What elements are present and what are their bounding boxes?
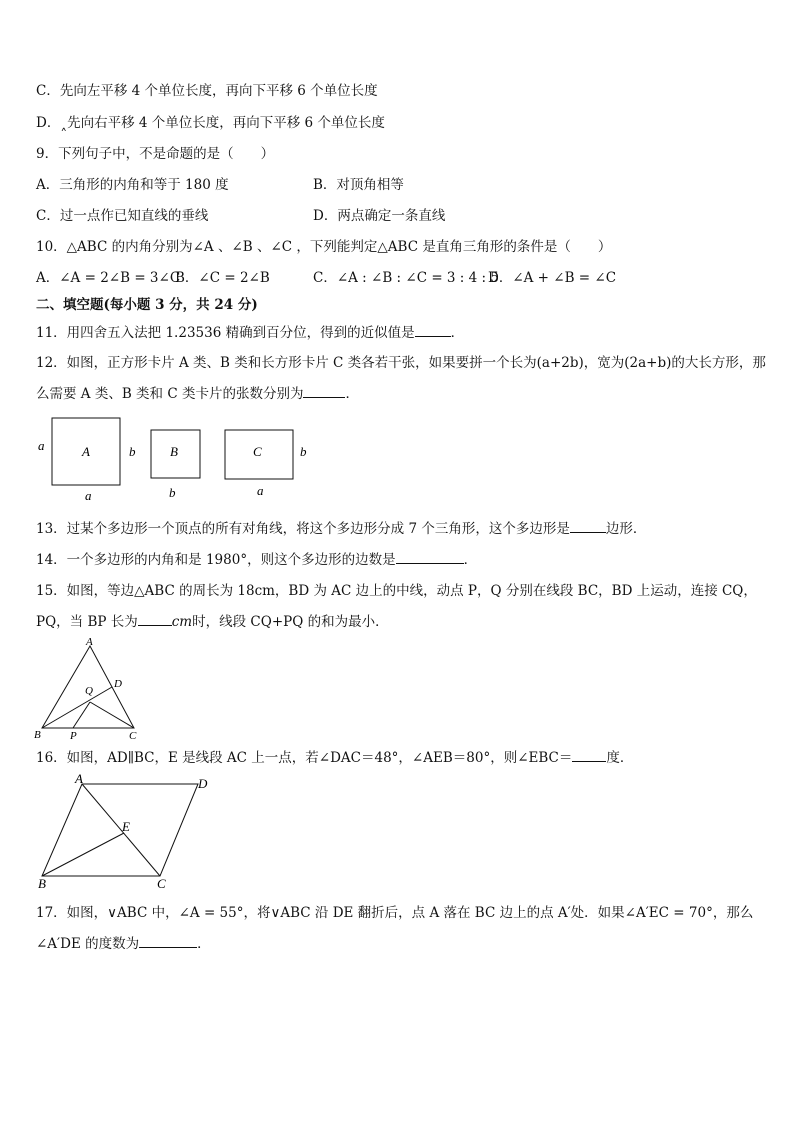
label-e: E bbox=[122, 819, 130, 834]
label-q: Q bbox=[85, 685, 93, 697]
q12-line1: 12．如图，正方形卡片 A 类、B 类和长方形卡片 C 类各若干张，如果要拼一个长为(a+2b)，宽为(2a+b)的大长方形，那 bbox=[36, 355, 766, 371]
q9-stem: 9．下列句子中，不是命题的是（ ） bbox=[36, 146, 275, 162]
q13-stem: 13．过某个多边形一个顶点的所有对角线，将这个多边形分成 7 个三角形，这个多边形是 bbox=[36, 521, 570, 537]
q10-option-a: A．∠A = 2∠B = 3∠C bbox=[36, 270, 181, 286]
label-p: P bbox=[70, 730, 77, 742]
q8-option-d: D．˰先向右平移 4 个单位长度，再向下平移 6 个单位长度 bbox=[36, 115, 385, 131]
q15-line1: 15．如图，等边△ABC 的周长为 18cm，BD 为 AC 边上的中线，动点 P，Q 分别在线段 BC，BD 上运动，连接 CQ， bbox=[36, 583, 757, 599]
label-d: D bbox=[198, 776, 208, 791]
q15-unit: cm bbox=[171, 614, 193, 630]
q11-end: ． bbox=[450, 325, 465, 341]
parallelogram-abcd bbox=[42, 784, 198, 876]
q8-option-c: C．先向左平移 4 个单位长度，再向下平移 6 个单位长度 bbox=[36, 83, 378, 99]
q10-option-b: B．∠C = 2∠B bbox=[175, 270, 270, 286]
q17-end: ． bbox=[197, 936, 211, 952]
q12-answer-blank[interactable] bbox=[303, 385, 345, 398]
card-a-side-label: a bbox=[38, 438, 45, 453]
label-a: A bbox=[86, 636, 93, 648]
label-b: B bbox=[34, 729, 41, 741]
q17-line1: 17．如图，∨ABC 中，∠A = 55°，将∨ABC 沿 DE 翻折后，点 A 落在 BC 边上的点 A′处．如果∠A′EC = 70°，那么 bbox=[36, 905, 754, 921]
q9-option-a: A．三角形的内角和等于 180 度 bbox=[36, 177, 229, 193]
q12-stem: 么需要 A 类、B 类和 C 类卡片的张数分别为 bbox=[36, 386, 304, 402]
card-a-label: A bbox=[82, 444, 90, 459]
label-c: C bbox=[157, 876, 166, 890]
label-d: D bbox=[114, 678, 122, 690]
q14-stem: 14．一个多边形的内角和是 1980°，则这个多边形的边数是 bbox=[36, 552, 396, 568]
q16-text bbox=[36, 749, 633, 767]
q16-answer-blank[interactable] bbox=[572, 749, 606, 762]
q12-cards-figure bbox=[30, 412, 320, 508]
q9-option-c: C．过一点作已知直线的垂线 bbox=[36, 208, 209, 224]
q11-stem: 11．用四舍五入法把 1.23536 精确到百分位，得到的近似值是 bbox=[36, 325, 415, 341]
q13-end: 边形． bbox=[605, 521, 647, 537]
label-a: A bbox=[75, 772, 83, 786]
card-c-bottom-label: a bbox=[257, 483, 264, 498]
q10-option-c: C．∠A : ∠B : ∠C = 3 : 4 : 5 bbox=[313, 270, 499, 286]
label-c: C bbox=[129, 730, 137, 742]
q12-end: ． bbox=[345, 386, 359, 402]
card-a-bottom-label: a bbox=[85, 488, 92, 503]
card-c-label: C bbox=[253, 444, 262, 459]
q13-text bbox=[36, 520, 646, 538]
label-b: B bbox=[38, 876, 46, 890]
q15-line2 bbox=[36, 613, 389, 631]
q16-end: 度． bbox=[606, 750, 634, 766]
q10-stem: 10．△ABC 的内角分别为∠A 、∠B 、∠C ，下列能判定△ABC 是直角三角形的条件是（ ） bbox=[36, 239, 612, 255]
q15-stem: PQ，当 BP 长为 bbox=[36, 614, 138, 630]
q17-stem: ∠A′DE 的度数为 bbox=[36, 936, 140, 952]
card-b-bottom-label: b bbox=[169, 485, 176, 500]
segment-pq bbox=[73, 702, 90, 728]
card-c-side-label: b bbox=[300, 444, 307, 459]
q9-option-b: B．对顶角相等 bbox=[313, 177, 404, 193]
q14-answer-blank[interactable] bbox=[396, 551, 464, 564]
section-fill-blank-title: 二、填空题(每小题 3 分，共 24 分) bbox=[36, 297, 258, 313]
q9-option-d: D．两点确定一条直线 bbox=[313, 208, 446, 224]
q14-text bbox=[36, 551, 477, 569]
q15-triangle-figure bbox=[30, 636, 150, 742]
q17-line2 bbox=[36, 935, 211, 953]
q12-line2 bbox=[36, 385, 359, 403]
q15-answer-blank[interactable] bbox=[138, 613, 172, 626]
q11-answer-blank[interactable] bbox=[415, 324, 451, 337]
segment-be bbox=[42, 833, 124, 876]
q17-answer-blank[interactable] bbox=[139, 935, 197, 948]
diagonal-ac bbox=[82, 784, 160, 876]
card-b-side-label: b bbox=[129, 444, 136, 459]
q16-parallelogram-figure bbox=[30, 772, 230, 890]
q15-end: 时，线段 CQ+PQ 的和为最小． bbox=[192, 614, 389, 630]
q11-text bbox=[36, 324, 464, 342]
card-b-label: B bbox=[170, 444, 178, 459]
q10-option-d: D．∠A + ∠B = ∠C bbox=[488, 270, 617, 286]
q14-end: ． bbox=[463, 552, 478, 568]
q13-answer-blank[interactable] bbox=[570, 520, 606, 533]
q16-stem: 16．如图，AD∥BC，E 是线段 AC 上一点，若∠DAC＝48°，∠AEB＝80°，则∠EBC＝ bbox=[36, 750, 573, 766]
